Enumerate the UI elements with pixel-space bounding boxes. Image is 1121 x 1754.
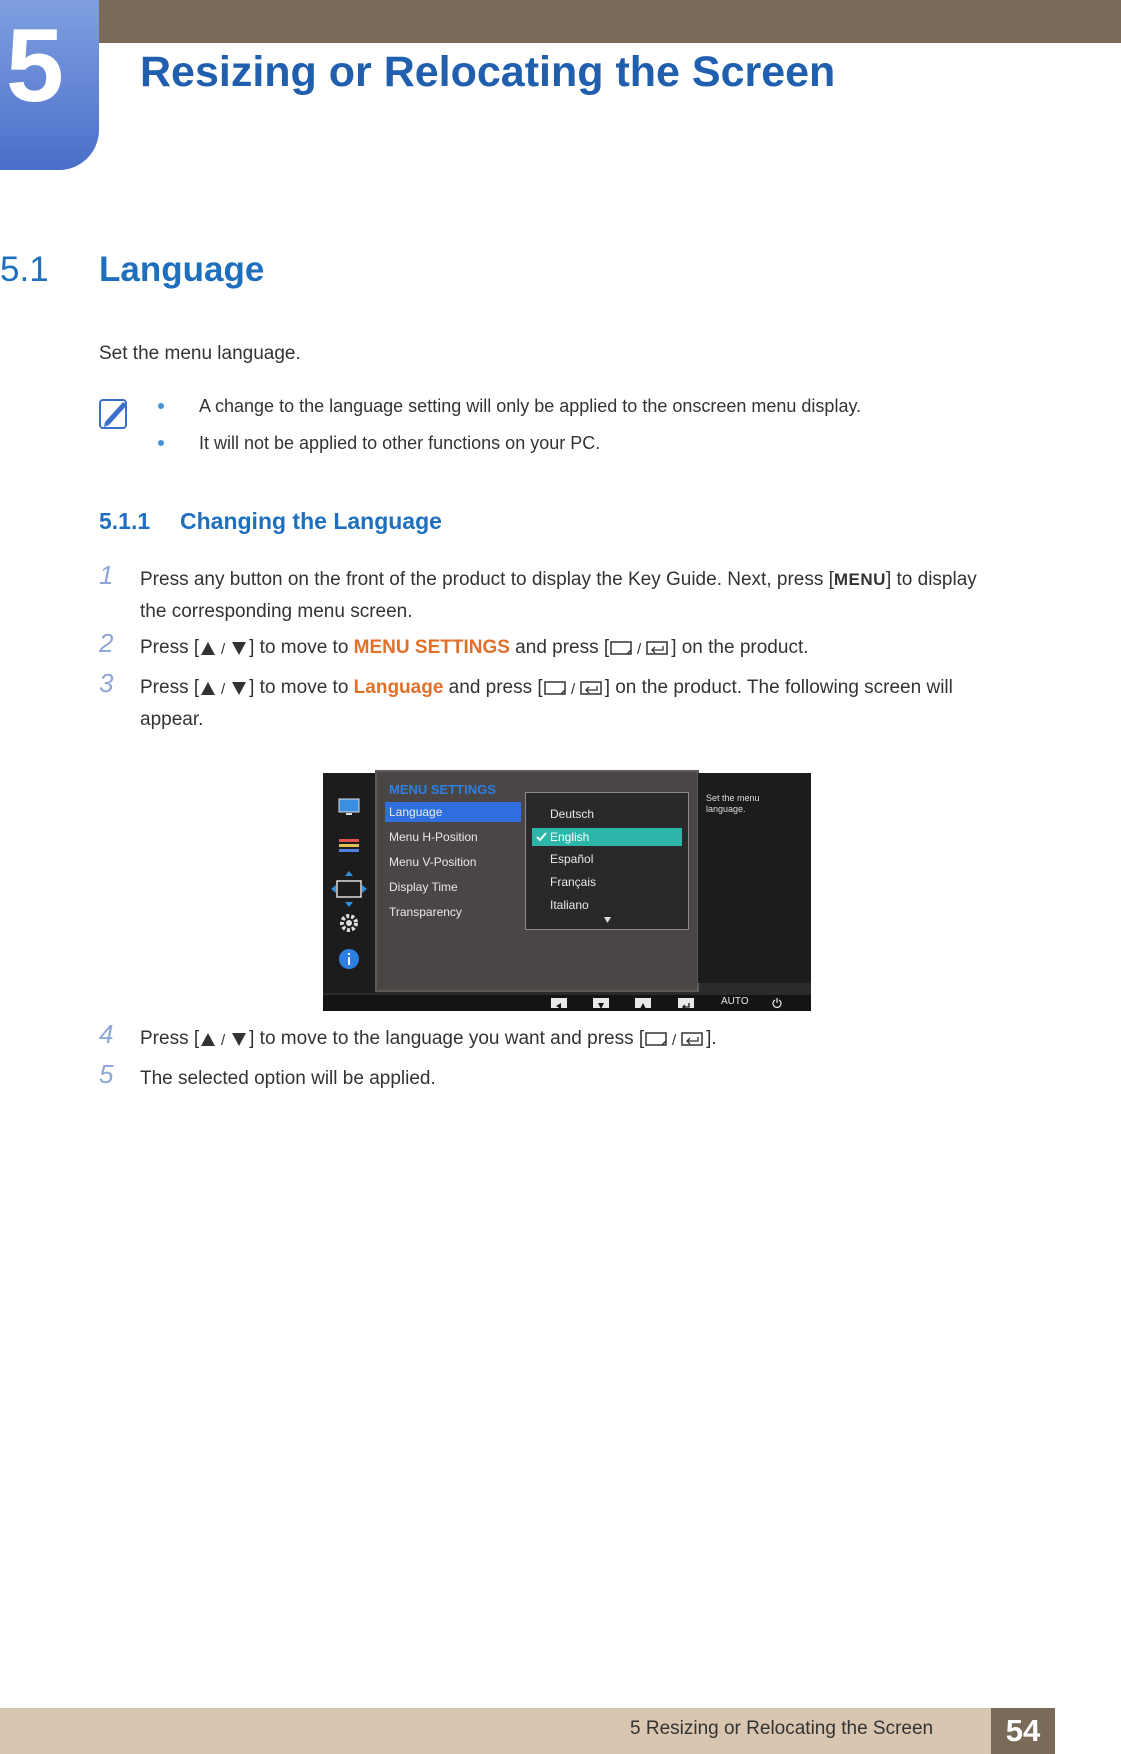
osd-menu-item-transparency[interactable]: Transparency (389, 905, 462, 919)
step-number: 2 (99, 628, 114, 658)
osd-menu-item-v-position[interactable]: Menu V-Position (389, 855, 477, 869)
top-band (0, 0, 1121, 43)
left-key-icon[interactable] (551, 998, 567, 1008)
step-text: and press [ (443, 677, 543, 698)
step-text: ] to move to the language you want and press [ (249, 1028, 645, 1049)
color-bars-icon (337, 833, 361, 857)
menu-settings-highlight: MENU SETTINGS (353, 637, 510, 658)
step-text: appear. (140, 709, 204, 730)
note-item: A change to the language setting will only be applied to the onscreen menu display. (158, 395, 861, 432)
step-number: 4 (99, 1019, 114, 1049)
gear-icon (337, 911, 361, 935)
language-option-selected[interactable] (532, 828, 682, 846)
step-text: Press [ (140, 677, 200, 698)
osd-help-panel (698, 773, 811, 983)
chapter-title: Resizing or Relocating the Screen (140, 48, 836, 96)
section-intro: Set the menu language. (99, 343, 301, 364)
step-text: the corresponding menu screen. (140, 601, 413, 622)
osd-menu-item-h-position[interactable]: Menu H-Position (389, 830, 478, 844)
up-down-arrows-icon (199, 679, 249, 697)
menu-key-label: MENU (833, 570, 886, 589)
checkmark-icon (536, 832, 547, 842)
step-text: Press [ (140, 1028, 200, 1049)
svg-text:/: / (221, 680, 226, 697)
step-text: ]. (706, 1028, 717, 1049)
osd-key-guide-bar (323, 995, 811, 1011)
subsection-number: 5.1.1 (99, 508, 151, 534)
enter-key-icon[interactable] (678, 998, 694, 1008)
step-text: ] on the product. The following screen will (604, 677, 953, 698)
step-text: Press any button on the front of the product to display the Key Guide. Next, press [ (140, 569, 834, 590)
osd-title: MENU SETTINGS (389, 782, 496, 797)
scroll-down-icon[interactable] (604, 917, 611, 923)
osd-help-text: Set the menu language. (706, 793, 760, 814)
svg-text:/: / (672, 1031, 677, 1049)
down-key-icon[interactable] (593, 998, 609, 1008)
note-list (158, 395, 861, 469)
svg-text:/: / (637, 640, 642, 658)
step-number: 5 (99, 1059, 114, 1089)
step-text: ] to move to (249, 677, 354, 698)
note-icon (99, 396, 131, 430)
step-text: ] on the product. (671, 637, 809, 658)
step-text: and press [ (509, 637, 610, 658)
language-highlight: Language (353, 677, 444, 698)
info-icon (337, 947, 361, 971)
osd-menu-screenshot (323, 773, 811, 1011)
language-option[interactable]: Italiano (550, 898, 589, 912)
monitor-icon (337, 795, 361, 819)
power-icon[interactable] (771, 997, 783, 1009)
up-down-arrows-icon (199, 1030, 249, 1048)
chapter-number: 5 (6, 8, 64, 124)
footer-chapter-title: 5 Resizing or Relocating the Screen (630, 1718, 934, 1739)
step-text: The selected option will be applied. (140, 1068, 436, 1089)
step-text: Press [ (140, 637, 200, 658)
section-number: 5.1 (0, 250, 49, 289)
osd-menu-item-display-time[interactable]: Display Time (389, 880, 458, 894)
page-number: 54 (991, 1708, 1055, 1754)
osd-icon-column (323, 773, 375, 993)
osd-language-list (525, 792, 689, 930)
svg-text:/: / (221, 1031, 226, 1048)
osd-main-panel (375, 770, 699, 992)
svg-text:/: / (570, 680, 575, 698)
source-enter-icon (609, 638, 671, 658)
step-number: 3 (99, 668, 114, 698)
subsection-title: Changing the Language (180, 508, 442, 534)
chapter-tab (0, 0, 99, 170)
language-option[interactable]: Español (550, 852, 594, 866)
osd-menu-item-language[interactable]: Language (385, 802, 521, 822)
position-icon (329, 869, 369, 909)
language-option[interactable]: Deutsch (550, 807, 595, 821)
section-title: Language (99, 250, 265, 289)
note-item: It will not be applied to other functions on your PC. (158, 432, 861, 469)
svg-text:/: / (221, 640, 226, 657)
source-enter-icon (543, 678, 605, 698)
step-text: ] to move to (249, 637, 354, 658)
auto-key-label[interactable]: AUTO (721, 996, 749, 1007)
up-key-icon[interactable] (635, 998, 651, 1008)
language-option[interactable]: Français (550, 875, 597, 889)
up-down-arrows-icon (199, 639, 249, 657)
source-enter-icon (644, 1029, 706, 1049)
step-text: ] to display (885, 569, 977, 590)
step-number: 1 (99, 560, 114, 590)
language-option-label: English (550, 830, 590, 844)
